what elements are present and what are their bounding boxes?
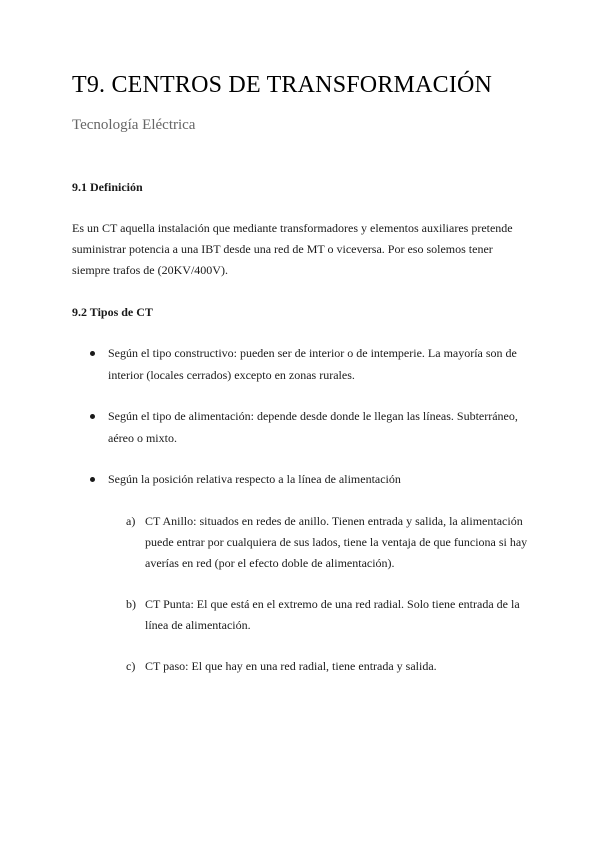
bullet-icon xyxy=(90,477,95,482)
sub-list-item xyxy=(126,511,530,574)
sub-list-text: CT Anillo: situados en redes de anillo. Tienen entrada y salida, la alimentación puede entrar por cualquiera de sus lados, tiene la ventaja de que funciona si hay averías en red (por el efecto doble de alimentación). xyxy=(145,514,528,570)
sub-list-marker: b) xyxy=(126,597,136,611)
sub-list-item xyxy=(126,656,530,677)
list-item-text: Según el tipo constructivo: pueden ser de interior o de intemperie. La mayoría son de interior (locales cerrados) excepto en zonas rurales. xyxy=(108,346,517,382)
list-item xyxy=(90,469,530,491)
bullet-icon xyxy=(90,351,95,356)
document-title: T9. CENTROS DE TRANSFORMACIÓN xyxy=(72,72,493,98)
list-item xyxy=(90,406,530,449)
section-heading-definicion: 9.1 Definición xyxy=(72,180,143,194)
section-heading-tipos: 9.2 Tipos de CT xyxy=(72,305,153,319)
bullet-icon xyxy=(90,414,95,419)
list-item xyxy=(90,343,530,386)
list-item-text: Según la posición relativa respecto a la línea de alimentación xyxy=(108,472,401,486)
document-subtitle: Tecnología Eléctrica xyxy=(72,117,196,133)
sub-list-text: CT Punta: El que está en el extremo de una red radial. Solo tiene entrada de la línea de alimentación. xyxy=(145,597,520,632)
definition-paragraph: Es un CT aquella instalación que mediante transformadores y elementos auxiliares pretende suministrar potencia a una IBT desde una red de MT o viceversa. Por eso solemos tener siempre trafos de (20KV/400V). xyxy=(72,221,513,277)
list-item-text: Según el tipo de alimentación: depende desde donde le llegan las líneas. Subterráneo, aéreo o mixto. xyxy=(108,409,518,445)
sub-list-marker: c) xyxy=(126,659,136,673)
sub-list-text: CT paso: El que hay en una red radial, tiene entrada y salida. xyxy=(145,659,437,673)
sub-list-item xyxy=(126,594,530,636)
sub-list-marker: a) xyxy=(126,514,136,528)
